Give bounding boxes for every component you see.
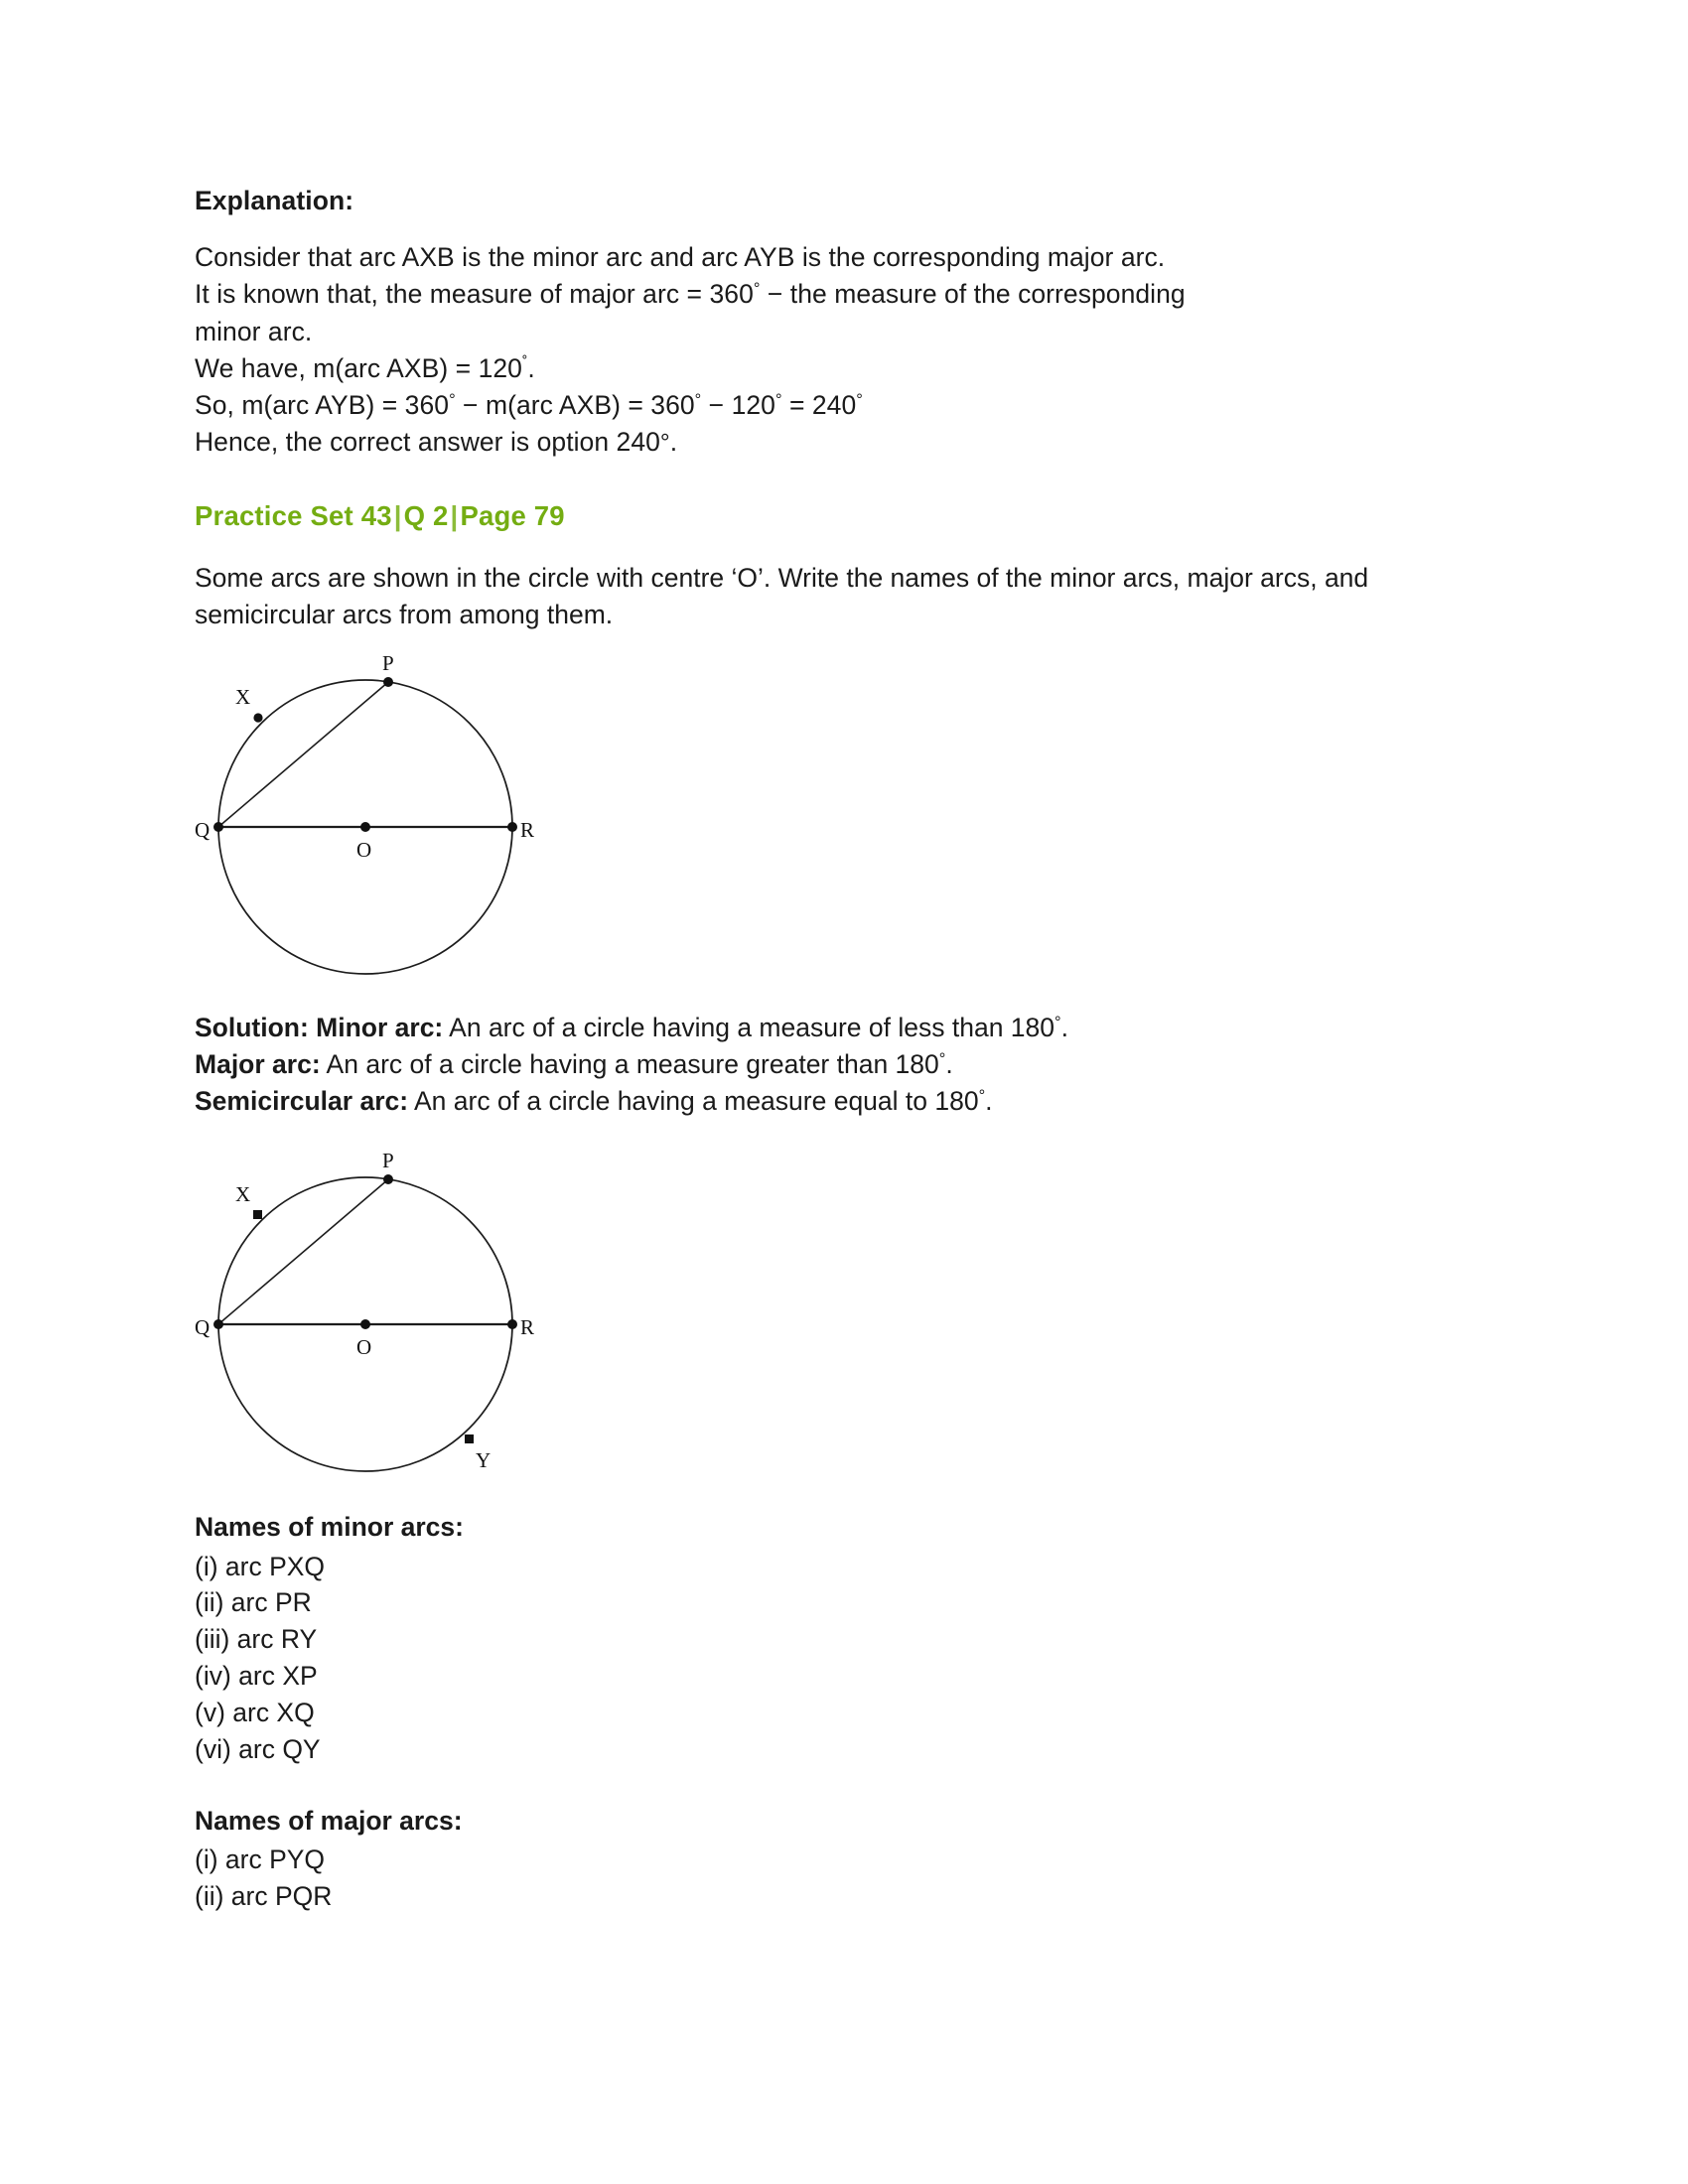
- point-q-marker: [213, 822, 223, 832]
- practice-question-label: Q 2: [403, 499, 449, 531]
- degree-symbol: °: [694, 390, 702, 409]
- explanation-line-2-a: It is known that, the measure of major arc = 360: [195, 279, 754, 310]
- list-item: (ii) arc PR: [195, 1587, 312, 1618]
- document-content: [195, 185, 1444, 1915]
- explanation-body: [195, 239, 1444, 461]
- degree-symbol: °: [938, 1050, 946, 1068]
- label-r: R: [520, 1315, 535, 1340]
- circle-figure-1: [195, 656, 1444, 984]
- explanation-line-4: [195, 350, 1444, 387]
- minor-arcs-list: [195, 1549, 1444, 1768]
- explanation-line-4-b: .: [527, 352, 535, 383]
- explanation-line-5-b: − m(arc AXB) = 360: [455, 389, 695, 420]
- point-o-marker: [360, 1319, 370, 1329]
- solution-definitions: [195, 1010, 1444, 1120]
- explanation-line-2: [195, 276, 1444, 313]
- major-arcs-list: [195, 1842, 1444, 1915]
- solution-semicircular-arc-label: Semicircular arc:: [195, 1086, 409, 1117]
- point-p-marker: [383, 1174, 393, 1184]
- list-item: (i) arc PXQ: [195, 1551, 326, 1581]
- list-item: (v) arc XQ: [195, 1697, 315, 1727]
- major-arcs-heading: Names of major arcs:: [195, 1805, 463, 1836]
- label-o: O: [356, 1335, 372, 1360]
- explanation-line-6-a: Hence, the correct answer is option 240: [195, 426, 660, 457]
- label-r: R: [520, 817, 535, 842]
- explanation-line-1: Consider that arc AXB is the minor arc and arc AYB is the corresponding major arc.: [195, 242, 1166, 273]
- explanation-line-6: [195, 424, 1444, 461]
- solution-major-arc-label: Major arc:: [195, 1049, 321, 1080]
- degree-symbol: °: [856, 390, 863, 409]
- list-item: (vi) arc QY: [195, 1733, 321, 1764]
- label-o: O: [356, 837, 372, 862]
- label-p: P: [382, 1154, 394, 1173]
- solution-minor-arc-label: Solution: Minor arc:: [195, 1012, 444, 1042]
- degree-symbol: °: [449, 390, 456, 409]
- point-r-marker: [507, 1319, 517, 1329]
- explanation-line-5-d: = 240: [781, 389, 857, 420]
- label-q: Q: [195, 1315, 211, 1340]
- practice-set-label: Practice Set 43: [195, 499, 392, 531]
- degree-symbol: °: [659, 429, 670, 457]
- list-item: (i) arc PYQ: [195, 1844, 326, 1875]
- point-q-marker: [213, 1319, 223, 1329]
- explanation-line-5-a: So, m(arc AYB) = 360: [195, 389, 450, 420]
- explanation-line-2-b: − the measure of the corresponding: [760, 279, 1186, 310]
- list-item: (iv) arc XP: [195, 1661, 318, 1692]
- practice-header-separator: |: [393, 499, 402, 531]
- label-p: P: [382, 655, 394, 675]
- question-text: Some arcs are shown in the circle with centre ‘O’. Write the names of the minor arcs, major arcs, and semicircular arcs from among them.: [195, 562, 1369, 630]
- explanation-line-3: minor arc.: [195, 316, 313, 346]
- degree-symbol: °: [753, 280, 761, 299]
- explanation-line-5-c: − 120: [701, 389, 775, 420]
- degree-symbol: °: [978, 1087, 986, 1106]
- degree-symbol: °: [1055, 1013, 1061, 1031]
- list-item: (iii) arc RY: [195, 1624, 318, 1655]
- point-o-marker: [360, 822, 370, 832]
- label-x: X: [235, 1182, 251, 1207]
- point-x-marker: [253, 713, 262, 722]
- circle-diagram-svg-2: [195, 1154, 612, 1496]
- practice-page-label: Page 79: [460, 499, 565, 531]
- point-r-marker: [507, 822, 517, 832]
- solution-major-arc-line: [195, 1046, 1444, 1083]
- point-y-marker: [465, 1434, 474, 1443]
- solution-semicircular-arc-text: An arc of a circle having a measure equal to 180: [408, 1086, 979, 1117]
- minor-arcs-heading: Names of minor arcs:: [195, 1512, 464, 1543]
- solution-major-arc-period: .: [945, 1049, 953, 1080]
- list-item: (ii) arc PQR: [195, 1880, 333, 1911]
- degree-symbol: °: [774, 390, 782, 409]
- solution-major-arc-text: An arc of a circle having a measure greater than 180: [320, 1049, 939, 1080]
- solution-minor-arc-line: [195, 1010, 1444, 1046]
- solution-semicircular-arc-period: .: [985, 1086, 993, 1117]
- solution-minor-arc-text: An arc of a circle having a measure of less than 180: [443, 1012, 1055, 1042]
- solution-minor-arc-period: .: [1060, 1012, 1068, 1042]
- solution-semicircular-arc-line: [195, 1083, 1444, 1120]
- circle-figure-2: [195, 1154, 1444, 1496]
- degree-symbol: ˚: [521, 353, 528, 372]
- explanation-heading: Explanation:: [195, 186, 354, 215]
- practice-set-header: [195, 498, 1444, 534]
- point-p-marker: [383, 677, 393, 687]
- circle-diagram-svg-1: [195, 656, 612, 984]
- point-x-marker: [253, 1210, 262, 1219]
- explanation-line-5: [195, 387, 1444, 424]
- label-y: Y: [476, 1448, 492, 1473]
- practice-header-separator: |: [450, 499, 459, 531]
- explanation-line-4-a: We have, m(arc AXB) = 120: [195, 352, 522, 383]
- label-x: X: [235, 684, 251, 709]
- label-q: Q: [195, 817, 211, 842]
- explanation-line-6-b: .: [669, 426, 678, 457]
